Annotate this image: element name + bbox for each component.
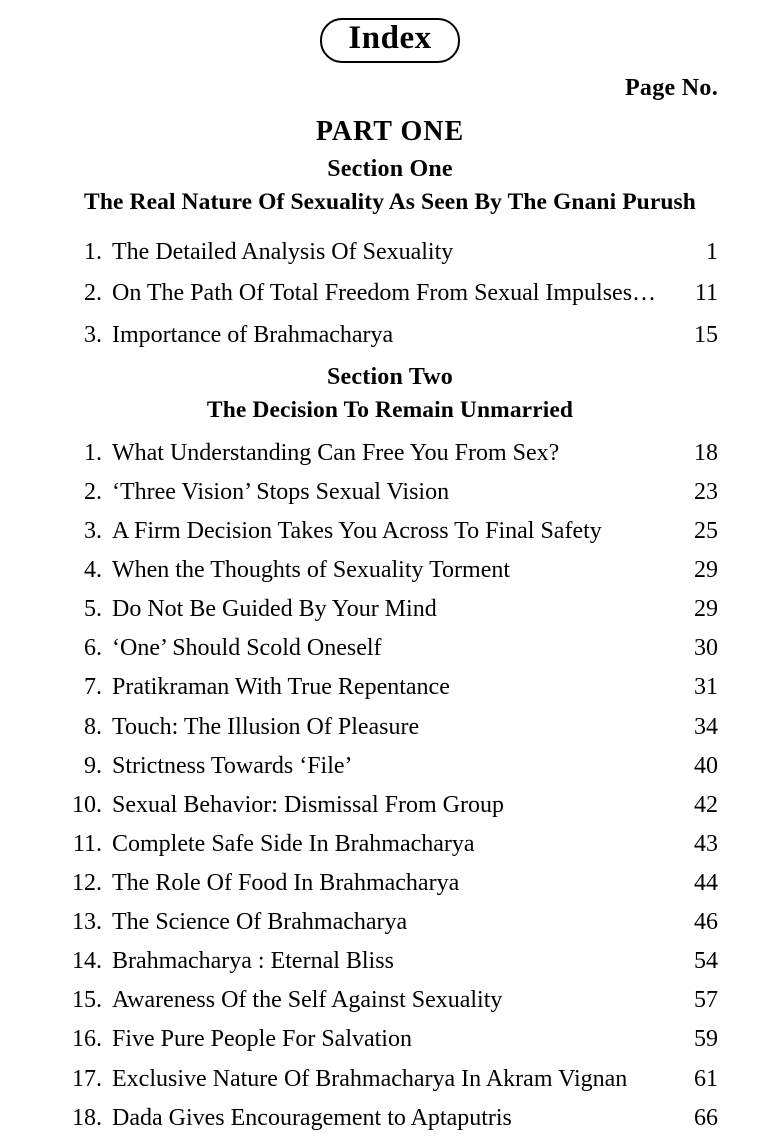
entry-page: 40 (694, 752, 718, 779)
entry-number: 9. (84, 752, 102, 779)
entry-number: 4. (84, 557, 102, 584)
entry-title: The Role Of Food In Brahmacharya (112, 870, 460, 896)
list-item[interactable] (72, 434, 718, 473)
entry-number: 2. (84, 478, 102, 505)
entry-page: 42 (694, 791, 718, 818)
entry-page: 23 (694, 478, 718, 505)
entry-title: Strictness Towards ‘File’ (112, 752, 353, 779)
entry-number: 3. (84, 518, 102, 545)
entry-number: 6. (84, 635, 102, 662)
entry-title: Pratikraman With True Repentance (112, 674, 450, 701)
list-item[interactable] (72, 1099, 718, 1138)
list-item[interactable] (72, 942, 718, 981)
entry-number: 18. (72, 1104, 102, 1131)
entry-page: 54 (694, 948, 718, 975)
entry-title: Importance of Brahmacharya (112, 321, 394, 348)
entry-page: 11 (694, 280, 718, 307)
entry-title: A Firm Decision Takes You Across To Final Safety (112, 518, 602, 545)
entry-number: 13. (72, 909, 102, 936)
entry-title: ‘Three Vision’ Stops Sexual Vision (112, 478, 450, 505)
entry-number: 10. (72, 791, 102, 818)
entry-title: What Understanding Can Free You From Sex? (112, 439, 560, 466)
entry-title: Do Not Be Guided By Your Mind (112, 596, 437, 623)
list-item[interactable] (72, 981, 718, 1020)
entry-title: Brahmacharya : Eternal Bliss (112, 948, 394, 975)
entry-title: On The Path Of Total Freedom From Sexual Impulses… (112, 280, 657, 307)
entry-title: Sexual Behavior: Dismissal From Group (112, 791, 504, 818)
entry-number: 8. (84, 713, 102, 740)
entry-title: Touch: The Illusion Of Pleasure (112, 713, 420, 740)
entry-page: 30 (694, 635, 718, 662)
entry-page: 46 (694, 909, 718, 936)
entry-page: 59 (694, 1026, 718, 1053)
entry-title: When the Thoughts of Sexuality Torment (112, 557, 511, 584)
entry-number: 16. (72, 1026, 102, 1053)
list-item[interactable] (72, 786, 718, 825)
list-item[interactable] (72, 864, 718, 903)
entry-number: 11. (72, 830, 102, 857)
entry-title: The Science Of Brahmacharya (112, 909, 408, 936)
index-page (0, 18, 780, 1131)
page-number-column-header: Page No. (624, 75, 718, 101)
entry-page: 29 (694, 557, 718, 584)
list-item[interactable] (72, 747, 718, 786)
list-item[interactable] (72, 551, 718, 590)
list-item[interactable] (72, 273, 718, 314)
list-item[interactable] (72, 512, 718, 551)
entry-page: 15 (694, 321, 718, 348)
entry-number: 17. (72, 1065, 102, 1092)
entry-page: 66 (694, 1104, 718, 1131)
entry-page: 31 (694, 674, 718, 701)
section-two-subtitle: The Decision To Remain Unmarried (206, 396, 574, 423)
entry-title: ‘One’ Should Scold Oneself (112, 635, 382, 662)
entry-number: 5. (84, 596, 102, 623)
entry-title: Complete Safe Side In Brahmacharya (112, 830, 475, 857)
entry-title: The Detailed Analysis Of Sexuality (112, 239, 454, 265)
entry-number: 2. (84, 280, 102, 307)
entry-number: 1. (84, 239, 102, 265)
entry-page: 61 (694, 1065, 718, 1092)
entry-number: 14. (72, 948, 102, 975)
entry-page: 44 (694, 870, 718, 896)
entry-number: 3. (84, 321, 102, 348)
entry-page: 43 (694, 830, 718, 857)
entry-title: Exclusive Nature Of Brahmacharya In Akram Vignan (112, 1065, 628, 1092)
index-title-container (0, 18, 780, 63)
section-one-subtitle: The Real Nature Of Sexuality As Seen By The Gnani Purush (84, 189, 696, 215)
list-item[interactable] (72, 668, 718, 707)
list-item[interactable] (72, 708, 718, 747)
list-item[interactable] (72, 825, 718, 864)
section-two-entry-list (0, 434, 780, 1138)
entry-page: 1 (706, 239, 718, 265)
entry-number: 1. (84, 439, 102, 466)
entry-title: Awareness Of the Self Against Sexuality (112, 987, 503, 1014)
entry-number: 12. (72, 870, 102, 896)
list-item[interactable] (72, 903, 718, 942)
entry-page: 29 (694, 596, 718, 623)
section-one-entry-list (0, 232, 780, 356)
list-item[interactable] (72, 1060, 718, 1099)
page-title: Index (320, 18, 459, 63)
entry-title: Five Pure People For Salvation (112, 1026, 412, 1053)
list-item[interactable] (72, 315, 718, 356)
entry-page: 18 (694, 439, 718, 466)
list-item[interactable] (72, 590, 718, 629)
entry-number: 7. (84, 674, 102, 701)
list-item[interactable] (72, 1020, 718, 1059)
list-item[interactable] (72, 629, 718, 668)
list-item[interactable] (72, 232, 718, 273)
section-one-heading: Section One (327, 156, 453, 182)
list-item[interactable] (72, 473, 718, 512)
section-two-heading: Section Two (327, 363, 453, 390)
entry-page: 34 (694, 713, 718, 740)
entry-page: 57 (694, 987, 718, 1014)
part-heading: PART ONE (315, 116, 465, 147)
entry-page: 25 (694, 518, 718, 545)
entry-title: Dada Gives Encouragement to Aptaputris (112, 1104, 512, 1131)
entry-number: 15. (72, 987, 102, 1014)
